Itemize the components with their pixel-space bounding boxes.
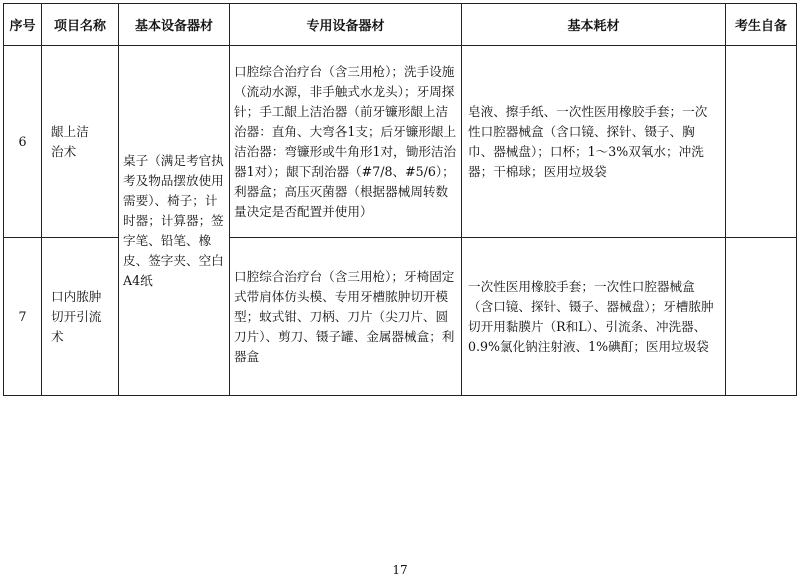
row-special-equipment: 口腔综合治疗台（含三用枪）；牙椅固定式带肩体仿头模、专用牙槽脓肿切开模型；蚊式钳、刀柄、刀片（尖刀片、圆刀片）、剪刀、镊子罐、金属器械盒；利器盒 — [230, 238, 462, 396]
row-self-prepared — [726, 238, 797, 396]
row-consumables: 一次性医用橡胶手套；一次性口腔器械盒（含口镜、探针、镊子、器械盘）；牙槽脓肿切开用黏膜片（R和L）、引流条、冲洗器、0.9%氯化钠注射液、1%碘酊；医用垃圾袋 — [462, 238, 726, 396]
header-name: 项目名称 — [42, 4, 119, 46]
row-no: 6 — [4, 46, 42, 238]
header-consumables: 基本耗材 — [462, 4, 726, 46]
header-special-equipment: 专用设备器材 — [230, 4, 462, 46]
row-special-equipment: 口腔综合治疗台（含三用枪）；洗手设施（流动水源，非手触式水龙头）；牙周探针；手工龈上洁治器（前牙镰形龈上洁治器：直角、大弯各1支；后牙镰形龈上洁治器：弯镰形或牛角形1对，锄形洁治器1对）；龈下刮治器（#7/8、#5/6）；利器盒；高压灭菌器（根据器械周转数量决定是否配置并使用） — [230, 46, 462, 238]
header-no: 序号 — [4, 4, 42, 46]
table-row — [4, 46, 797, 238]
equipment-table — [3, 3, 797, 396]
row-self-prepared — [726, 46, 797, 238]
shared-basic-equipment: 桌子（满足考官执考及物品摆放使用需要）、椅子；计时器；计算器；签字笔、铅笔、橡皮、签字夹、空白A4纸 — [119, 46, 230, 396]
header-self-prepared: 考生自备 — [726, 4, 797, 46]
header-basic-equipment: 基本设备器材 — [119, 4, 230, 46]
row-name — [42, 46, 119, 238]
row-consumables: 皂液、擦手纸、一次性医用橡胶手套；一次性口腔器械盒（含口镜、探针、镊子、胸巾、器械盘）；口杯；1～3%双氧水；冲洗器；干棉球；医用垃圾袋 — [462, 46, 726, 238]
header-row — [4, 4, 797, 46]
row-name-text: 口内脓肿切开引流术 — [51, 288, 102, 344]
row-name — [42, 238, 119, 396]
page-number: 17 — [392, 563, 408, 577]
row-name-text: 龈上洁治术 — [51, 123, 89, 159]
row-no: 7 — [4, 238, 42, 396]
